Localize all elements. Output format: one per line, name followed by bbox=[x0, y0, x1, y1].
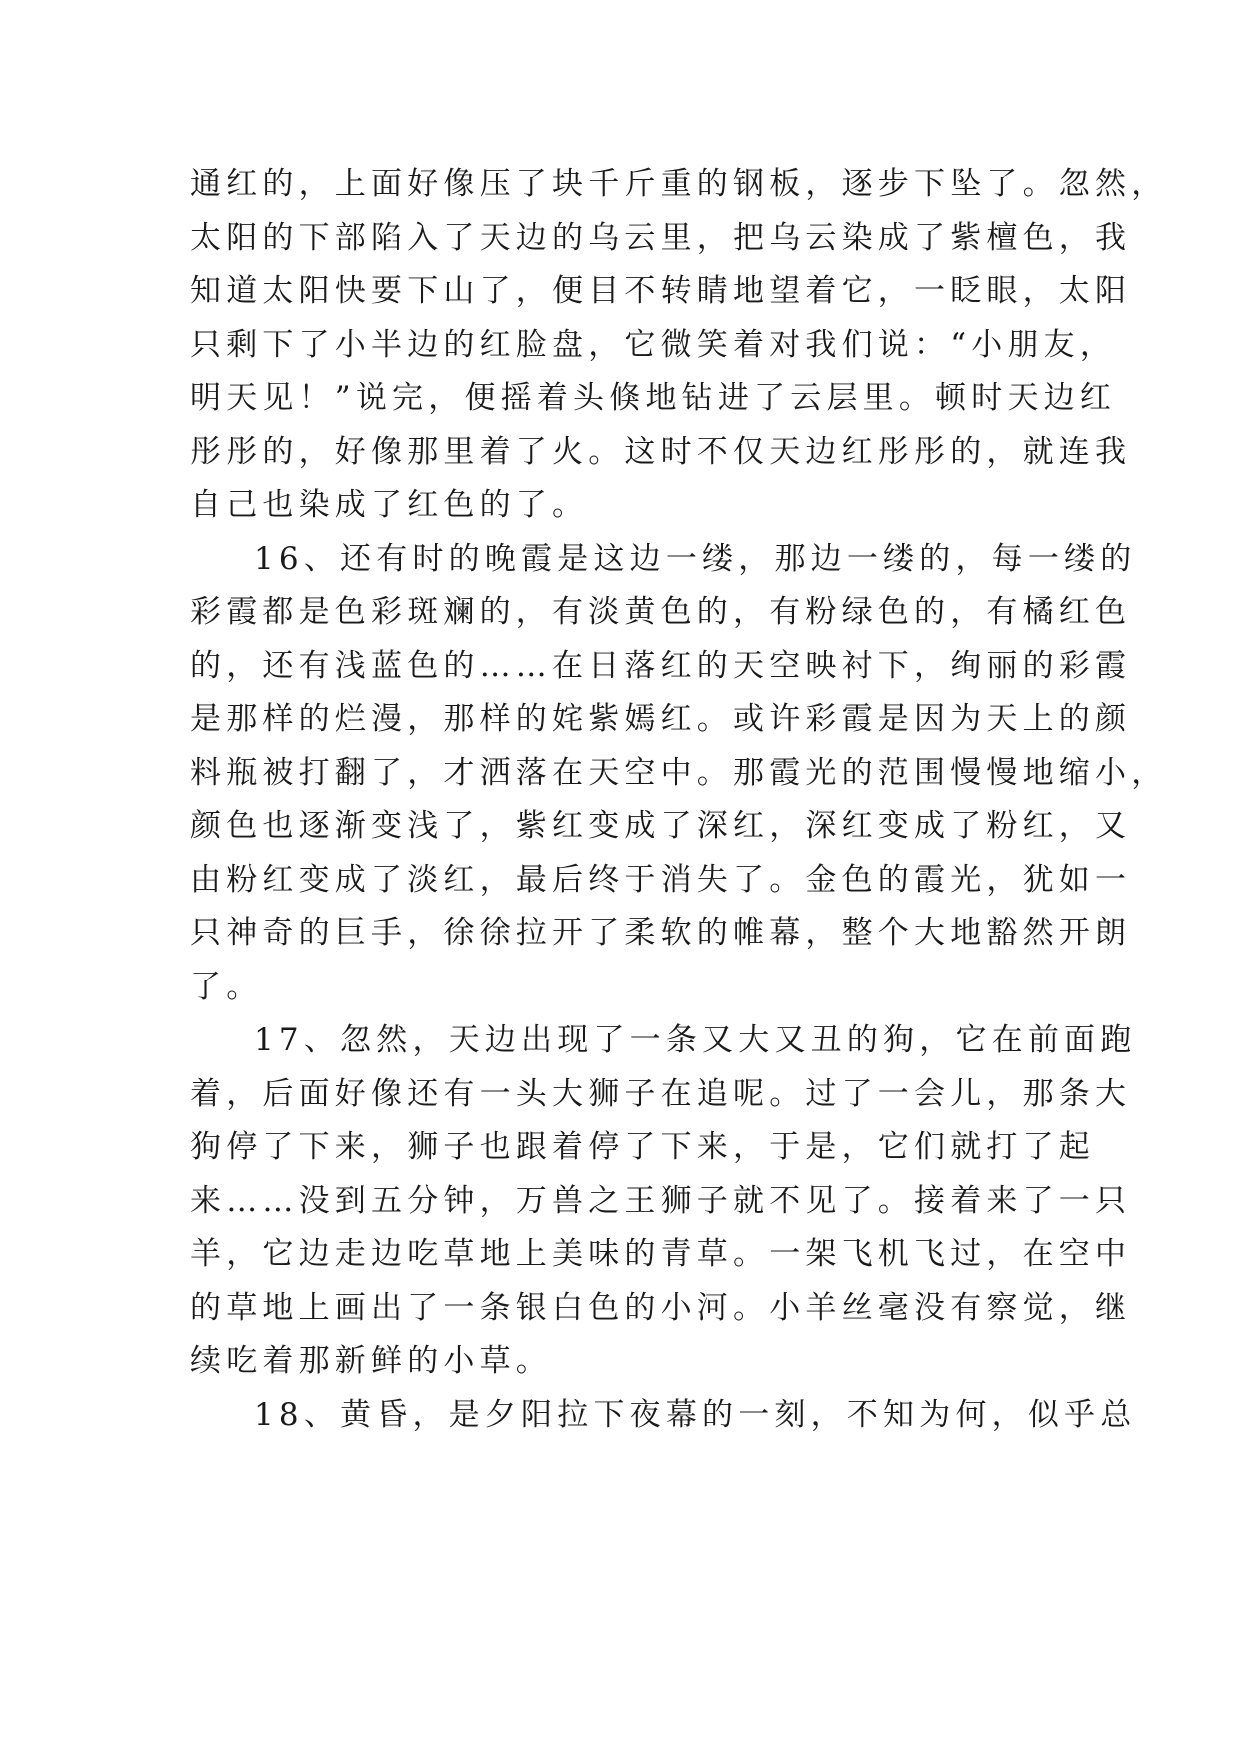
text-line: 料瓶被打翻了，才洒落在天空中。那霞光的范围慢慢地缩小， bbox=[190, 754, 1168, 791]
text-line: 由粉红变成了淡红，最后终于消失了。金色的霞光，犹如一 bbox=[190, 861, 1132, 898]
text-line: 来……没到五分钟，万兽之王狮子就不见了。接着来了一只 bbox=[190, 1182, 1132, 1219]
text-line: 18、黄昏，是夕阳拉下夜幕的一刻，不知为何，似乎总 bbox=[254, 1396, 1137, 1433]
text-line: 彩霞都是色彩斑斓的，有淡黄色的，有粉绿色的，有橘红色 bbox=[190, 594, 1132, 630]
text-line: 只剩下了小半边的红脸盘，它微笑着对我们说：“小朋友， bbox=[190, 326, 1117, 363]
text-line: 只神奇的巨手，徐徐拉开了柔软的帷幕，整个大地豁然开朗 bbox=[190, 915, 1132, 951]
document-body bbox=[190, 158, 1168, 1442]
text-line: 续吃着那新鲜的小草。 bbox=[190, 1343, 552, 1379]
text-line: 羊，它边走边吃草地上美味的青草。一架飞机飞过，在空中 bbox=[190, 1236, 1132, 1272]
text-line: 颜色也逐渐变浅了，紫红变成了深红，深红变成了粉红，又 bbox=[190, 808, 1132, 844]
text-line: 的，还有浅蓝色的……在日落红的天空映衬下，绚丽的彩霞 bbox=[190, 647, 1132, 684]
text-line: 是那样的烂漫，那样的姹紫嫣红。或许彩霞是因为天上的颜 bbox=[190, 701, 1132, 737]
paragraph-16 bbox=[190, 533, 1168, 1015]
text-line: 17、忽然，天边出现了一条又大又丑的狗，它在前面跑 bbox=[254, 1022, 1137, 1058]
paragraph-17 bbox=[190, 1014, 1137, 1389]
text-line: 狗停了下来，狮子也跟着停了下来，于是，它们就打了起 bbox=[190, 1129, 1095, 1165]
text-line: 的草地上画出了一条银白色的小河。小羊丝毫没有察觉，继 bbox=[190, 1289, 1132, 1326]
text-line: 了。 bbox=[190, 968, 263, 1005]
text-line: 16、还有时的晚霞是这边一缕，那边一缕的，每一缕的 bbox=[254, 540, 1137, 577]
text-line: 知道太阳快要下山了，便目不转睛地望着它，一眨眼，太阳 bbox=[190, 273, 1132, 309]
paragraph-18 bbox=[190, 1389, 1137, 1443]
paragraph-continued bbox=[190, 158, 1168, 533]
text-line: 通红的，上面好像压了块千斤重的钢板，逐步下坠了。忽然， bbox=[190, 166, 1168, 202]
text-line: 着，后面好像还有一头大狮子在追呢。过了一会儿，那条大 bbox=[190, 1075, 1132, 1112]
text-line: 自己也染成了红色的了。 bbox=[190, 487, 589, 523]
text-line: 太阳的下部陷入了天边的乌云里，把乌云染成了紫檀色，我 bbox=[190, 219, 1132, 256]
text-line: 明天见！”说完，便摇着头倏地钻进了云层里。顿时天边红 bbox=[190, 380, 1117, 416]
text-line: 彤彤的，好像那里着了火。这时不仅天边红彤彤的，就连我 bbox=[190, 433, 1132, 470]
